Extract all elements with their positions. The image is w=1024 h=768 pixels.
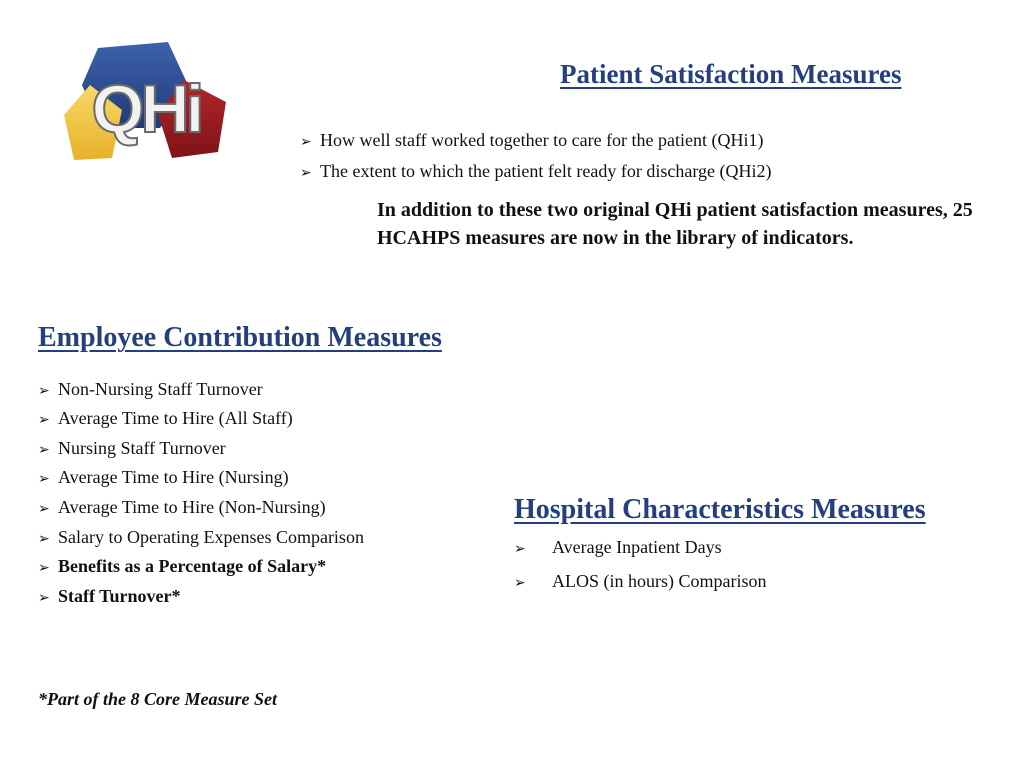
arrow-bullet-icon: ➢: [38, 442, 50, 458]
patient-satisfaction-note: In addition to these two original QHi patient satisfaction measures, 25 HCAHPS measures are now in the library of indicators.: [377, 199, 973, 249]
employee-item-2: [38, 407, 293, 431]
arrow-bullet-icon: ➢: [38, 531, 50, 547]
patient-item-1: [300, 129, 764, 153]
employee-item-5: [38, 496, 326, 520]
employee-item-8: [38, 585, 181, 609]
hospital-characteristics-heading: Hospital Characteristics Measures: [514, 494, 926, 525]
footnote: *Part of the 8 Core Measure Set: [38, 689, 278, 709]
arrow-bullet-icon: ➢: [38, 590, 50, 606]
hospital-item-1-label: Average Inpatient Days: [552, 537, 722, 557]
hospital-item-2: [514, 570, 767, 594]
employee-contribution-heading: Employee Contribution Measures: [38, 322, 442, 353]
arrow-bullet-icon: ➢: [38, 560, 50, 576]
patient-item-2: [300, 160, 772, 184]
arrow-bullet-icon: ➢: [514, 575, 526, 591]
employee-item-3: [38, 437, 226, 461]
employee-item-8-label: Staff Turnover*: [58, 586, 181, 606]
qhi-logo: [60, 40, 232, 165]
employee-item-1: [38, 378, 263, 402]
employee-item-1-label: Non-Nursing Staff Turnover: [58, 379, 263, 399]
employee-item-7-label: Benefits as a Percentage of Salary*: [58, 556, 327, 576]
employee-item-3-label: Nursing Staff Turnover: [58, 438, 226, 458]
logo-text: QHi: [91, 71, 201, 147]
arrow-bullet-icon: ➢: [300, 165, 312, 181]
arrow-bullet-icon: ➢: [38, 471, 50, 487]
employee-item-5-label: Average Time to Hire (Non-Nursing): [58, 497, 326, 517]
arrow-bullet-icon: ➢: [38, 501, 50, 517]
employee-item-6: [38, 526, 364, 550]
arrow-bullet-icon: ➢: [38, 383, 50, 399]
employee-item-2-label: Average Time to Hire (All Staff): [58, 408, 293, 428]
employee-item-4-label: Average Time to Hire (Nursing): [58, 467, 289, 487]
arrow-bullet-icon: ➢: [514, 541, 526, 557]
arrow-bullet-icon: ➢: [300, 134, 312, 150]
employee-item-6-label: Salary to Operating Expenses Comparison: [58, 527, 364, 547]
arrow-bullet-icon: ➢: [38, 412, 50, 428]
patient-item-1-label: How well staff worked together to care for the patient (QHi1): [320, 130, 764, 150]
employee-item-4: [38, 466, 289, 490]
patient-satisfaction-heading: Patient Satisfaction Measures: [560, 59, 902, 89]
hospital-item-2-label: ALOS (in hours) Comparison: [552, 571, 767, 591]
hospital-item-1: [514, 536, 722, 560]
patient-item-2-label: The extent to which the patient felt ready for discharge (QHi2): [320, 161, 772, 181]
employee-item-7: [38, 555, 326, 579]
